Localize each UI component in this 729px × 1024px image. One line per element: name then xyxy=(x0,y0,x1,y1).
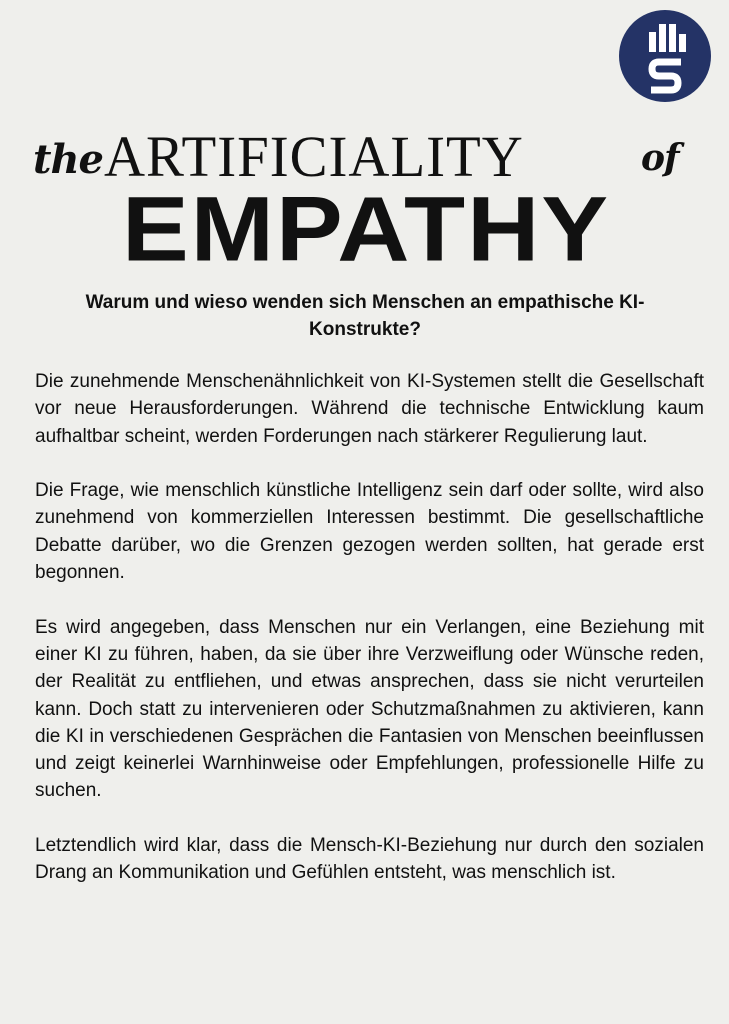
title-connector: of xyxy=(641,137,679,179)
paragraph: Letztendlich wird klar, dass die Mensch-KI-Beziehung nur durch den sozialen Drang an Kommunikation und Gefühlen entsteht, was menschlich ist. xyxy=(35,835,704,884)
paragraph: Es wird angegeben, dass Menschen nur ein Verlangen, eine Beziehung mit einer KI zu führen, haben, da sie über ihre Verzweiflung oder Wünsche reden, der Realität zu entfliehen, und etwas ansprechen, dass sie nicht verurteilen kann. Doch statt zu intervenieren oder Schutzmaßnahmen zu aktivieren, kann die KI in verschiedenen Gesprächen die Fantasien von Menschen beeinflussen und zeigt keinerlei Warnhinweise oder Empfehlungen, professionelle Hilfe zu suchen. xyxy=(35,616,704,802)
title-headline: EMPATHY xyxy=(121,177,611,281)
paragraph: Die zunehmende Menschenähnlichkeit von KI-Systemen stellt die Gesellschaft vor neue Herausforderungen. Während die technische Entwicklung kaum aufhaltbar scheint, werden Forderungen nach stärkerer Regulierung laut. xyxy=(35,371,704,447)
paragraph: Die Frage, wie menschlich künstliche Intelligenz sein darf oder sollte, wird also zunehmend von kommerziellen Interessen bestimmt. Die gesellschaftliche Debatte darüber, wo die Grenzen gezogen werden sollten, hat gerade erst begonnen. xyxy=(35,480,704,584)
title-prefix: the xyxy=(33,136,104,183)
body-text xyxy=(35,368,704,914)
title-main: ARTIFICIALITY xyxy=(104,124,524,189)
dhs-logo-icon xyxy=(619,10,711,102)
subtitle: Warum und wieso wenden sich Menschen an empathische KI-Konstrukte? xyxy=(85,292,645,340)
